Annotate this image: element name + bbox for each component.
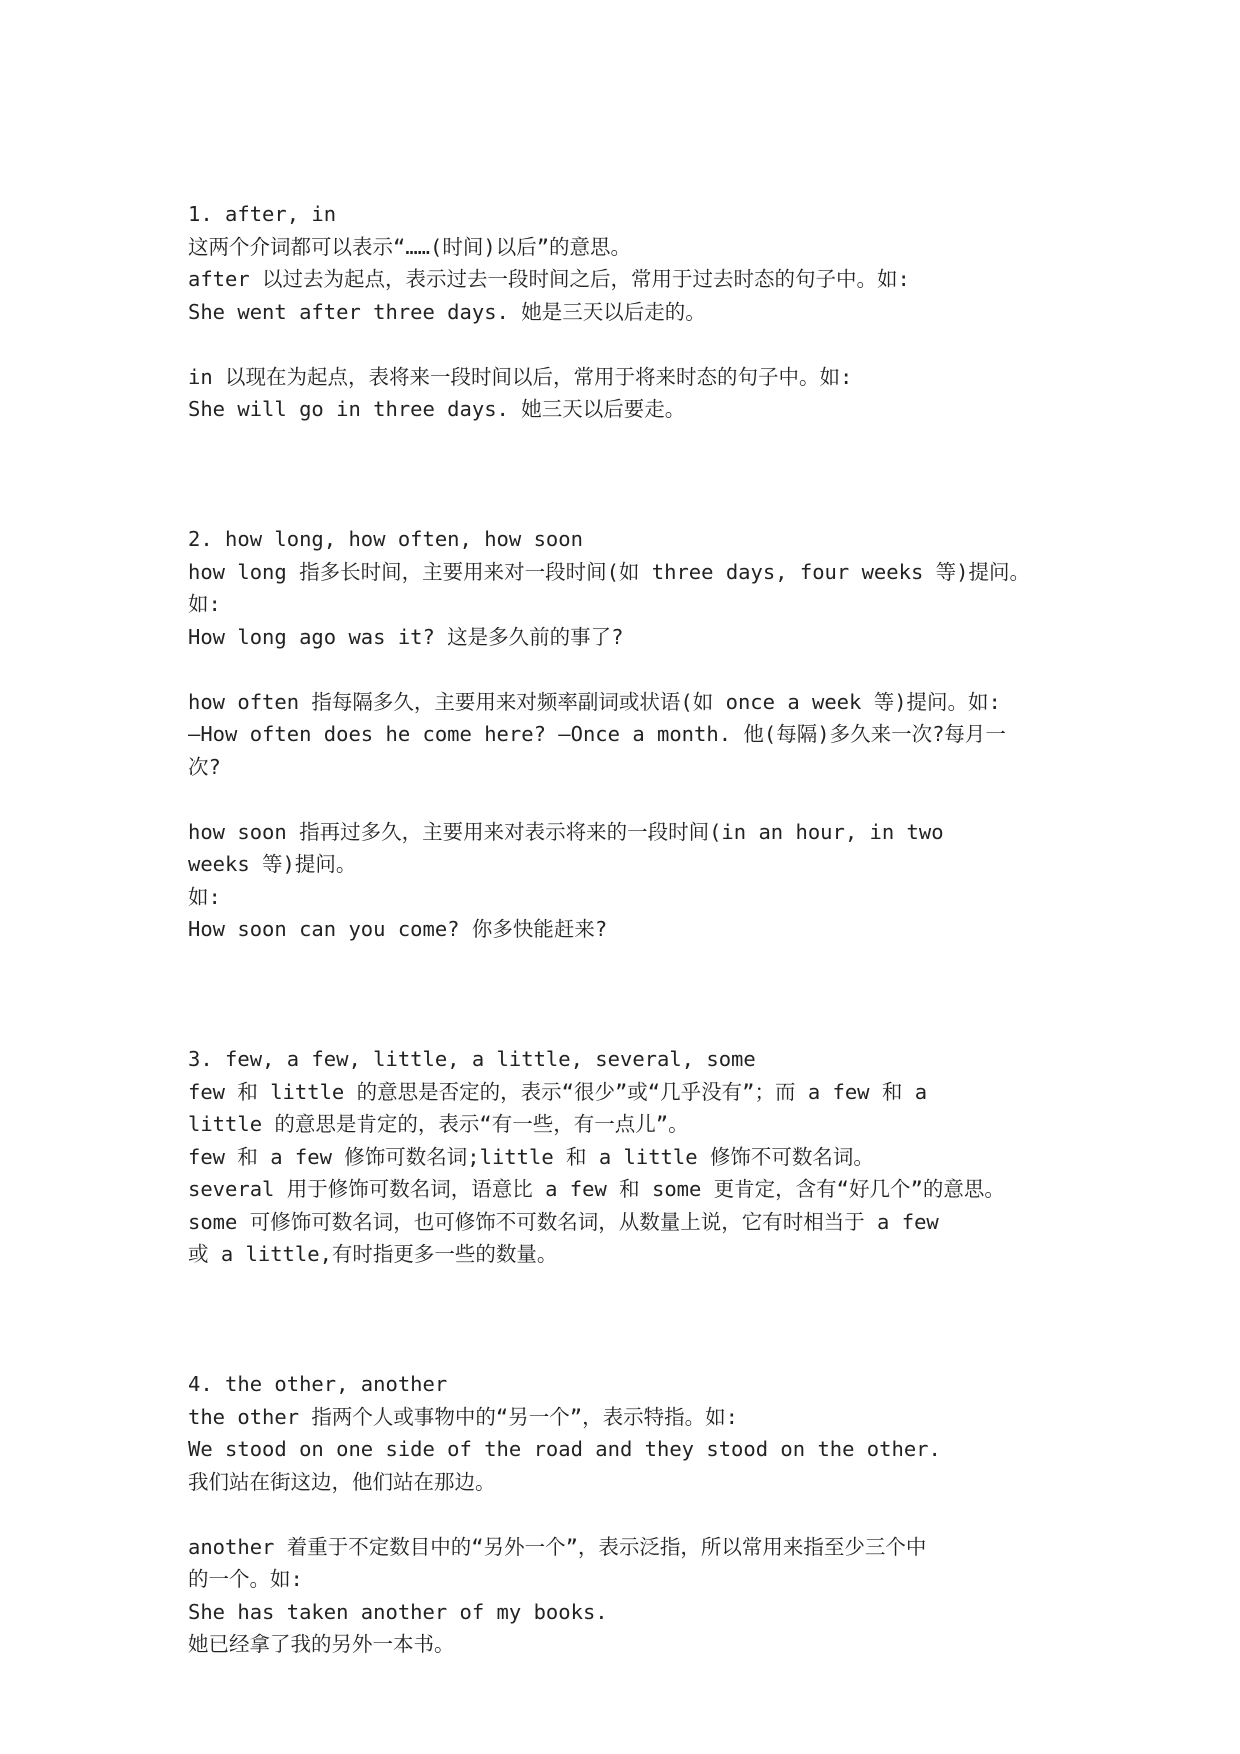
- text-line: —How often does he come here? —Once a month. 他(每隔)多久来一次?每月一: [188, 722, 1006, 746]
- text-line: some 可修饰可数名词，也可修饰不可数名词，从数量上说，它有时相当于 a few: [188, 1209, 939, 1234]
- text-line: in 以现在为起点，表将来一段时间以后，常用于将来时态的句子中。如:: [188, 364, 853, 389]
- text-line: 次?: [188, 754, 221, 779]
- text-line: another 着重于不定数目中的“另外一个”，表示泛指，所以常用来指至少三个中: [188, 1534, 927, 1559]
- text-line: how soon 指再过多久，主要用来对表示将来的一段时间(in an hour, in two: [188, 819, 944, 844]
- text-line: She has taken another of my books.: [188, 1599, 608, 1624]
- section-4: [188, 1368, 1088, 1661]
- text-line: [188, 328, 1088, 361]
- text-line: 我们站在街这边，他们站在那边。: [188, 1469, 496, 1494]
- text-line: 这两个介词都可以表示“……(时间)以后”的意思。: [188, 234, 632, 259]
- section-1: [188, 198, 1088, 426]
- text-line: few 和 little 的意思是否定的，表示“很少”或“几乎没有”；而 a few 和 a: [188, 1079, 928, 1104]
- section-heading: 4. the other, another: [188, 1372, 448, 1396]
- text-line: She went after three days. 她是三天以后走的。: [188, 299, 706, 324]
- section-3: [188, 1043, 1088, 1271]
- text-line: little 的意思是肯定的，表示“有一些，有一点儿”。: [188, 1112, 689, 1136]
- text-line: 或 a little,有时指更多一些的数量。: [188, 1242, 558, 1266]
- text-line: 她已经拿了我的另外一本书。: [188, 1632, 455, 1656]
- text-line: after 以过去为起点，表示过去一段时间之后，常用于过去时态的句子中。如:: [188, 267, 910, 291]
- section-heading: 2. how long, how often, how soon: [188, 527, 583, 551]
- text-line: We stood on one side of the road and they stood on the other.: [188, 1437, 941, 1461]
- text-line: How soon can you come? 你多快能赶来?: [188, 917, 608, 941]
- text-line: how often 指每隔多久，主要用来对频率副词或状语(如 once a week 等)提问。如:: [188, 689, 1001, 714]
- text-line: weeks 等)提问。: [188, 852, 357, 876]
- section-heading: 1. after, in: [188, 202, 337, 226]
- document-page: [188, 198, 1088, 1661]
- section-spacer: [188, 1271, 1088, 1369]
- text-line: 如:: [188, 884, 221, 909]
- section-heading: 3. few, a few, little, a little, several, some: [188, 1047, 756, 1071]
- text-line: How long ago was it? 这是多久前的事了?: [188, 624, 624, 649]
- text-line: [188, 1498, 1088, 1531]
- section-spacer: [188, 426, 1088, 524]
- text-line: 的一个。如:: [188, 1567, 303, 1591]
- text-line: several 用于修饰可数名词，语意比 a few 和 some 更肯定，含有“好几个”的意思。: [188, 1177, 1005, 1201]
- text-line: 如:: [188, 592, 221, 616]
- text-line: [188, 653, 1088, 686]
- section-2: [188, 523, 1088, 946]
- text-line: She will go in three days. 她三天以后要走。: [188, 397, 686, 421]
- text-line: [188, 783, 1088, 816]
- text-line: how long 指多长时间，主要用来对一段时间(如 three days, four weeks 等)提问。: [188, 559, 1030, 584]
- section-spacer: [188, 946, 1088, 1044]
- text-line: few 和 a few 修饰可数名词;little 和 a little 修饰不可数名词。: [188, 1144, 874, 1169]
- text-line: the other 指两个人或事物中的“另一个”，表示特指。如:: [188, 1404, 738, 1429]
